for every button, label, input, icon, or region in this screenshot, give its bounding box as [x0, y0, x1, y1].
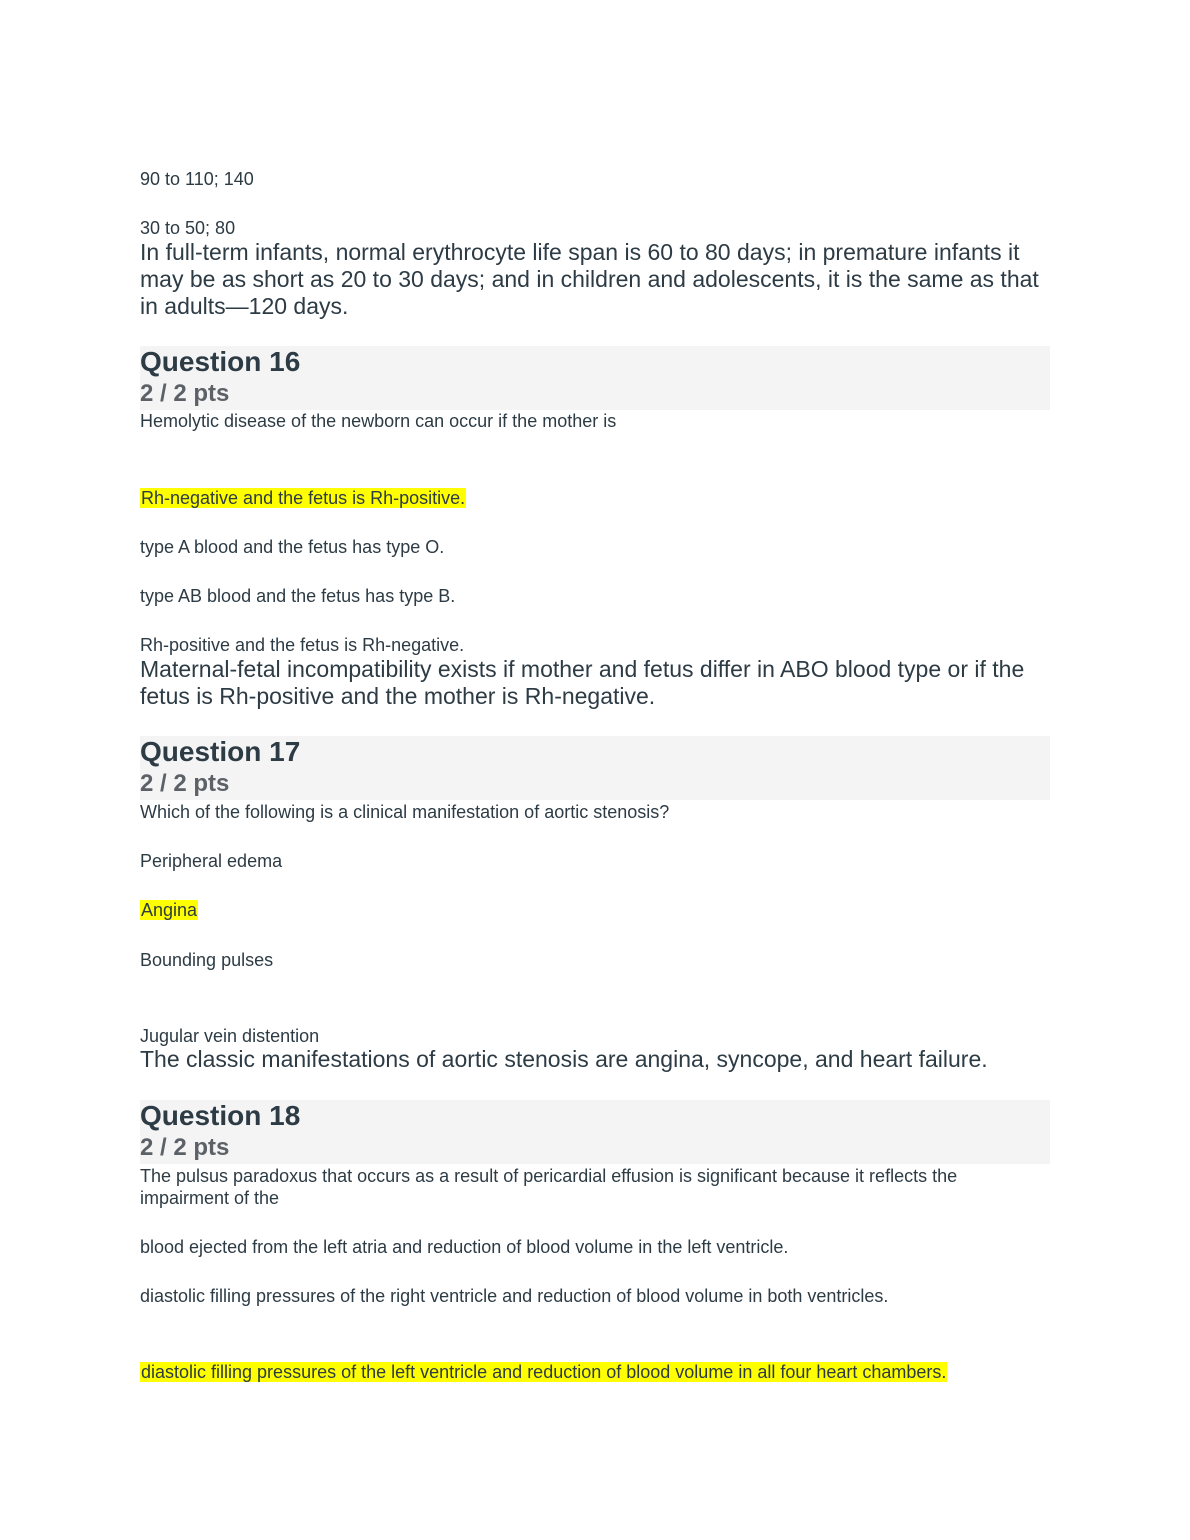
answer-option: 30 to 50; 80	[140, 218, 236, 238]
answer-option: type AB blood and the fetus has type B.	[140, 586, 456, 606]
answer-explanation: The classic manifestations of aortic stenosis are angina, syncope, and heart failure.	[140, 1046, 988, 1072]
highlighted-answer: Rh-negative and the fetus is Rh-positive.	[141, 488, 466, 508]
question-points: 2 / 2 pts	[140, 380, 230, 407]
question-points: 2 / 2 pts	[140, 770, 230, 797]
highlighted-answer: diastolic filling pressures of the left ventricle and reduction of blood volume in all four heart chambers.	[141, 1362, 947, 1382]
answer-option: diastolic filling pressures of the right ventricle and reduction of blood volume in both ventricles.	[140, 1286, 889, 1306]
question-points: 2 / 2 pts	[140, 1134, 230, 1161]
answer-option	[140, 1361, 947, 1383]
answer-option: 90 to 110; 140	[140, 169, 254, 189]
question-header	[140, 1100, 1050, 1164]
question-prompt: Hemolytic disease of the newborn can occur if the mother is	[140, 411, 617, 431]
answer-option: blood ejected from the left atria and reduction of blood volume in the left ventricle.	[140, 1237, 789, 1257]
answer-option: Jugular vein distention	[140, 1026, 320, 1046]
answer-option: Rh-positive and the fetus is Rh-negative.	[140, 635, 465, 655]
answer-option	[140, 899, 198, 921]
question-prompt: Which of the following is a clinical manifestation of aortic stenosis?	[140, 802, 670, 822]
question-title: Question 16	[140, 346, 301, 377]
answer-explanation: Maternal-fetal incompatibility exists if mother and fetus differ in ABO blood type or if the fetus is Rh-positive and the mother is Rh-negative.	[140, 656, 1025, 709]
answer-explanation: In full-term infants, normal erythrocyte life span is 60 to 80 days; in premature infants it may be as short as 20 to 30 days; and in children and adolescents, it is the same as that in adults—120 days.	[140, 239, 1039, 319]
question-title: Question 18	[140, 1100, 301, 1131]
question-header	[140, 736, 1050, 800]
question-header	[140, 346, 1050, 410]
answer-option	[140, 487, 466, 509]
answer-option: type A blood and the fetus has type O.	[140, 537, 445, 557]
answer-option: Bounding pulses	[140, 950, 274, 970]
highlighted-answer: Angina	[141, 900, 198, 920]
question-prompt: The pulsus paradoxus that occurs as a result of pericardial effusion is significant because it reflects the impairment of the	[140, 1166, 958, 1208]
answer-option: Peripheral edema	[140, 851, 283, 871]
question-title: Question 17	[140, 736, 301, 767]
